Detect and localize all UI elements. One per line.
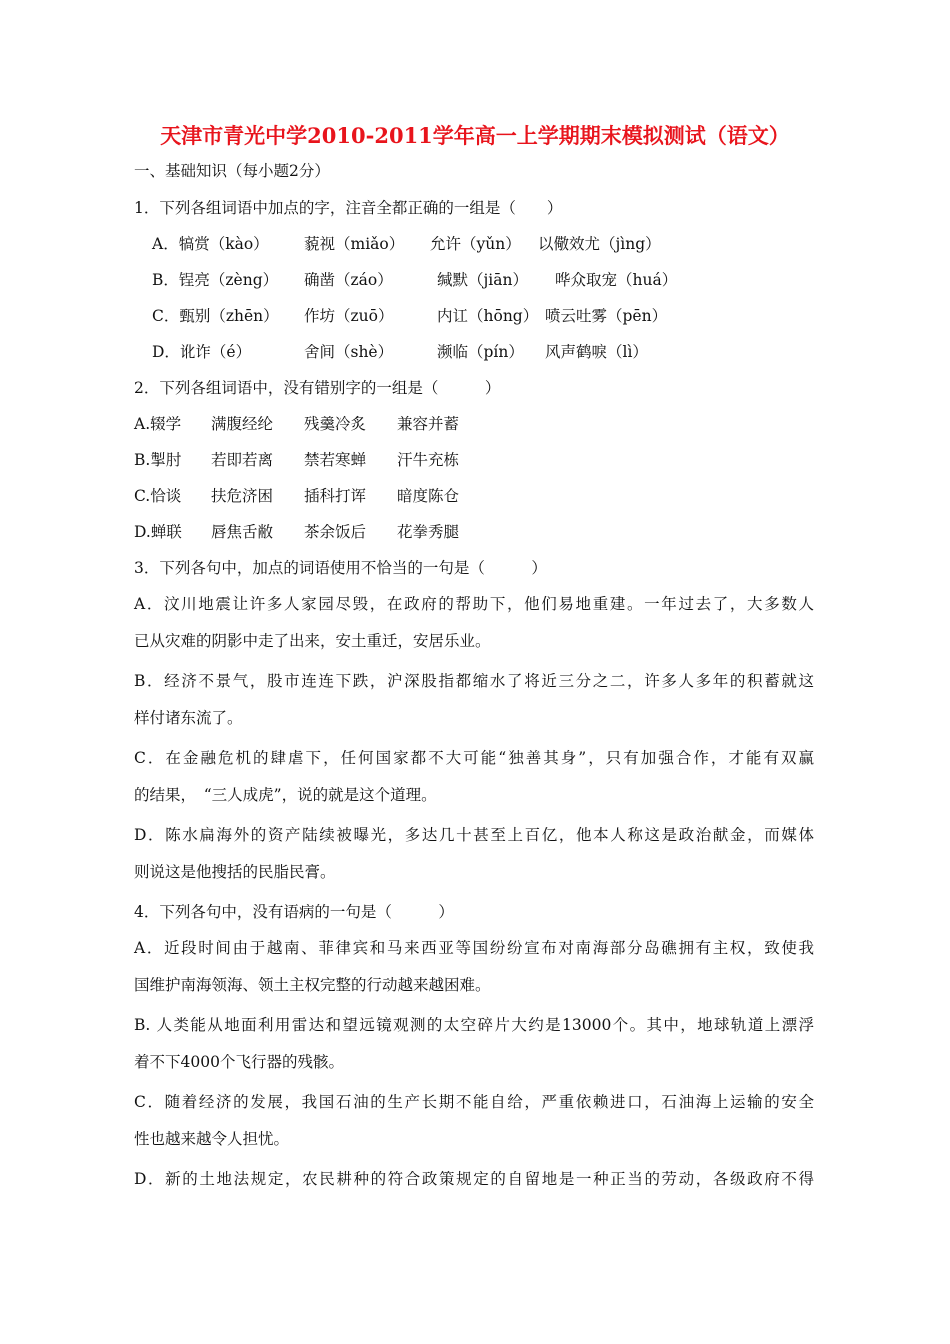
question-4-option-c: C．随着经济的发展，我国石油的生产长期不能自给，严重依赖进口，石油海上运输的安全 性也越来越令人担忧。 — [134, 1093, 814, 1148]
document-page: 天津市青光中学2010-2011学年高一上学期期末模拟测试（语文） 一、基础知识（每小题2分） 1．下列各组词语中加点的字，注音全都正确的一组是（ ） A．犒赏（kào） 藐视（miǎo） 允许（yǔn） 以儆效尤（jìng） B．锃亮（zèng） 确凿（záo） 缄默（jiān） 哗众取宠（huá） C．甄别（zhēn） 作坊（zuō） 内讧（hōng） 喷云吐雾（pēn） D．讹诈（é） 舍间（shè） 濒临（pín） 风声鹤唳（lì） 2．下列各组词语中，没有错别字的一组是（ ） A.辍学 满腹经纶 残羹冷炙 兼容并蓄 B.掣肘 若即若离 禁若寒蝉 汗牛充栋 C.恰谈 扶危济困 插科打诨 暗度陈仓 D.蝉联 唇焦舌敝 茶余饭后 花拳秀腿 3．下列各句中，加点的词语使用不恰当的一句是（ ） A．汶川地震让许多人家园尽毁，在政府的帮助下，他们易地重建。一年过去了，大多数人 已从灾难的阴影中走了出来，安土重迁，安居乐业。 B．经济不景气，股市连连下跌，沪深股指都缩水了将近三分之二，许多人多年的积蓄就这 样付诸东流了。 C．在金融危机的肆虐下，任何国家都不大可能“独善其身”，只有加强合作，才能有双赢 的结果， “三人成虎”，说的就是这个道理。 D．陈水扁海外的资产陆续被曝光，多达几十甚至上百亿，他本人称这是政治献金，而媒体 则说这是他搜括的民脂民膏。 4．下列各句中，没有语病的一句是（ ） A．近段时间由于越南、菲律宾和马来西亚等国纷纷宣布对南海部分岛礁拥有主权，致使我 国维护南海领海、领土主权完整的行动越来越困难。 B. 人类能从地面利用雷达和望远镜观测的太空碎片大约是13000个。其中，地球轨道上漂浮 着不下4000个飞行器的残骸。 C．随着经济的发展，我国石油的生产长期不能自给，严重依赖进口，石油海上运输的安全 性也越来越令人担忧。 D．新的土地法规定，农民耕种的符合政策规定的自留地是一种正当的劳动，各级政府不得 — [0, 0, 950, 1344]
question-3-option-b: B．经济不景气，股市连连下跌，沪深股指都缩水了将近三分之二，许多人多年的积蓄就这 样付诸东流了。 — [134, 672, 814, 727]
question-2-stem: 2．下列各组词语中，没有错别字的一组是（ ） — [134, 379, 501, 397]
question-4-option-a: A．近段时间由于越南、菲律宾和马来西亚等国纷纷宣布对南海部分岛礁拥有主权，致使我 国维护南海领海、领土主权完整的行动越来越困难。 — [134, 939, 814, 994]
question-3-option-a: A．汶川地震让许多人家园尽毁，在政府的帮助下，他们易地重建。一年过去了，大多数人 已从灾难的阴影中走了出来，安土重迁，安居乐业。 — [134, 595, 814, 650]
question-3-stem: 3．下列各句中，加点的词语使用不恰当的一句是（ ） — [134, 559, 547, 577]
question-4-option-d: D．新的土地法规定，农民耕种的符合政策规定的自留地是一种正当的劳动，各级政府不得 — [134, 1170, 814, 1188]
question-4-option-b: B. 人类能从地面利用雷达和望远镜观测的太空碎片大约是13000个。其中，地球轨道上漂浮 着不下4000个飞行器的残骸。 — [134, 1016, 814, 1071]
question-4-stem: 4．下列各句中，没有语病的一句是（ ） — [134, 903, 454, 921]
question-3-option-c: C．在金融危机的肆虐下，任何国家都不大可能“独善其身”，只有加强合作，才能有双赢 的结果， “三人成虎”，说的就是这个道理。 — [134, 749, 814, 804]
question-1-stem: 1．下列各组词语中加点的字，注音全都正确的一组是（ ） — [134, 199, 563, 217]
section-heading: 一、基础知识（每小题2分） — [134, 162, 330, 180]
document-title: 天津市青光中学2010-2011学年高一上学期期末模拟测试（语文） — [160, 123, 790, 148]
question-3-option-d: D．陈水扁海外的资产陆续被曝光，多达几十甚至上百亿，他本人称这是政治献金，而媒体 则说这是他搜括的民脂民膏。 — [134, 826, 814, 881]
